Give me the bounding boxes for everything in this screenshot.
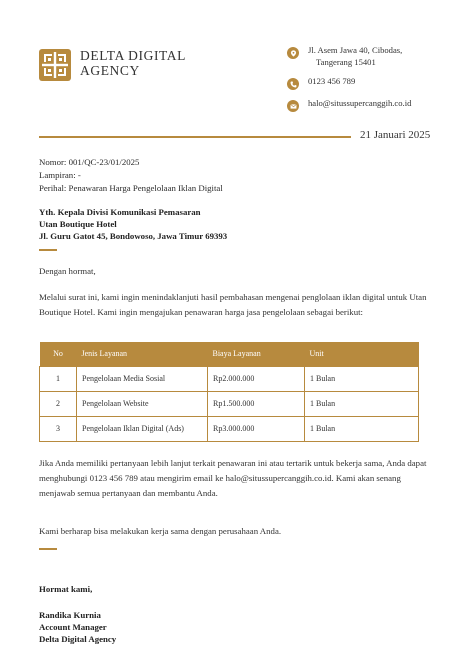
table-row	[40, 366, 419, 391]
signer-company: Delta Digital Agency	[39, 634, 117, 644]
contact-phone	[287, 76, 447, 90]
header-divider	[39, 136, 351, 138]
company-name-line1: DELTA DIGITAL	[80, 48, 186, 63]
recipient-line2: Utan Boutique Hotel	[39, 219, 117, 229]
table-cell-no: 3	[40, 416, 77, 441]
company-logo-icon	[39, 49, 71, 81]
closing-block	[39, 583, 116, 645]
recipient-block	[39, 206, 227, 242]
table-cell-price: Rp3.000.000	[208, 416, 305, 441]
location-pin-icon	[287, 47, 299, 59]
closing-salutation: Hormat kami,	[39, 584, 93, 594]
followup-paragraph: Jika Anda memiliki pertanyaan lebih lanjut terkait penawaran ini atau tertarik untuk bekerja sama, Anda dapat menghubungi 0123 456 789 atau mengirim email ke halo@situssupercanggih.co.id. Kami akan senang menjawab semua pertanyaan dan membantu Anda.	[39, 458, 427, 498]
recipient-line3: Jl. Guru Gatot 45, Bondowoso, Jawa Timur 69393	[39, 231, 228, 241]
table-cell-service: Pengelolaan Website	[77, 391, 208, 416]
table-cell-service: Pengelolaan Media Sosial	[77, 366, 208, 391]
phone-icon	[287, 78, 299, 90]
table-header-price: Biaya Layanan	[208, 342, 305, 366]
table-cell-price: Rp1.500.000	[208, 391, 305, 416]
letter-date: 21 Januari 2025	[360, 129, 431, 141]
company-brand	[39, 48, 186, 81]
table-cell-service: Pengelolaan Iklan Digital (Ads)	[77, 416, 208, 441]
contact-email	[287, 98, 447, 112]
letter-attachment: Lampiran: -	[39, 170, 81, 180]
contact-info	[287, 45, 447, 120]
letter-number: Nomor: 001/QC-23/01/2025	[39, 157, 140, 167]
letter-meta	[39, 156, 223, 195]
greeting: Dengan hormat,	[39, 266, 96, 276]
address-line1: Jl. Asem Jawa 40, Cibodas,	[308, 45, 403, 55]
table-header-service: Jenis Layanan	[77, 342, 208, 366]
table-cell-unit: 1 Bulan	[305, 391, 419, 416]
email-icon	[287, 100, 299, 112]
price-table	[39, 342, 419, 442]
phone-number[interactable]: 0123 456 789	[308, 76, 356, 86]
table-header-row	[40, 342, 419, 366]
table-cell-no: 2	[40, 391, 77, 416]
accent-divider	[39, 249, 57, 251]
company-name	[80, 48, 186, 78]
letter-subject: Perihal: Penawaran Harga Pengelolaan Iklan Digital	[39, 183, 223, 193]
table-row	[40, 416, 419, 441]
table-cell-price: Rp2.000.000	[208, 366, 305, 391]
signer-title: Account Manager	[39, 622, 107, 632]
company-name-line2: AGENCY	[80, 63, 140, 78]
recipient-line1: Yth. Kepala Divisi Komunikasi Pemasaran	[39, 207, 201, 217]
intro-paragraph: Melalui surat ini, kami ingin menindaklanjuti hasil pembahasan mengenai penglolaan iklan digital untuk Utan Boutique Hotel. Kami ingin mengajukan penawaran harga jasa pengelolaan sebagai berikut:	[39, 292, 427, 317]
table-header-unit: Unit	[305, 342, 419, 366]
table-cell-unit: 1 Bulan	[305, 416, 419, 441]
table-row	[40, 391, 419, 416]
table-header-no: No	[40, 342, 77, 366]
address-line2: Tangerang 15401	[316, 56, 376, 67]
signer-name: Randika Kurnia	[39, 610, 101, 620]
table-cell-unit: 1 Bulan	[305, 366, 419, 391]
contact-address	[287, 45, 447, 68]
hope-paragraph: Kami berharap bisa melakukan kerja sama dengan perusahaan Anda.	[39, 526, 282, 536]
accent-divider	[39, 548, 57, 550]
email-address[interactable]: halo@situssupercanggih.co.id	[308, 98, 412, 108]
table-cell-no: 1	[40, 366, 77, 391]
